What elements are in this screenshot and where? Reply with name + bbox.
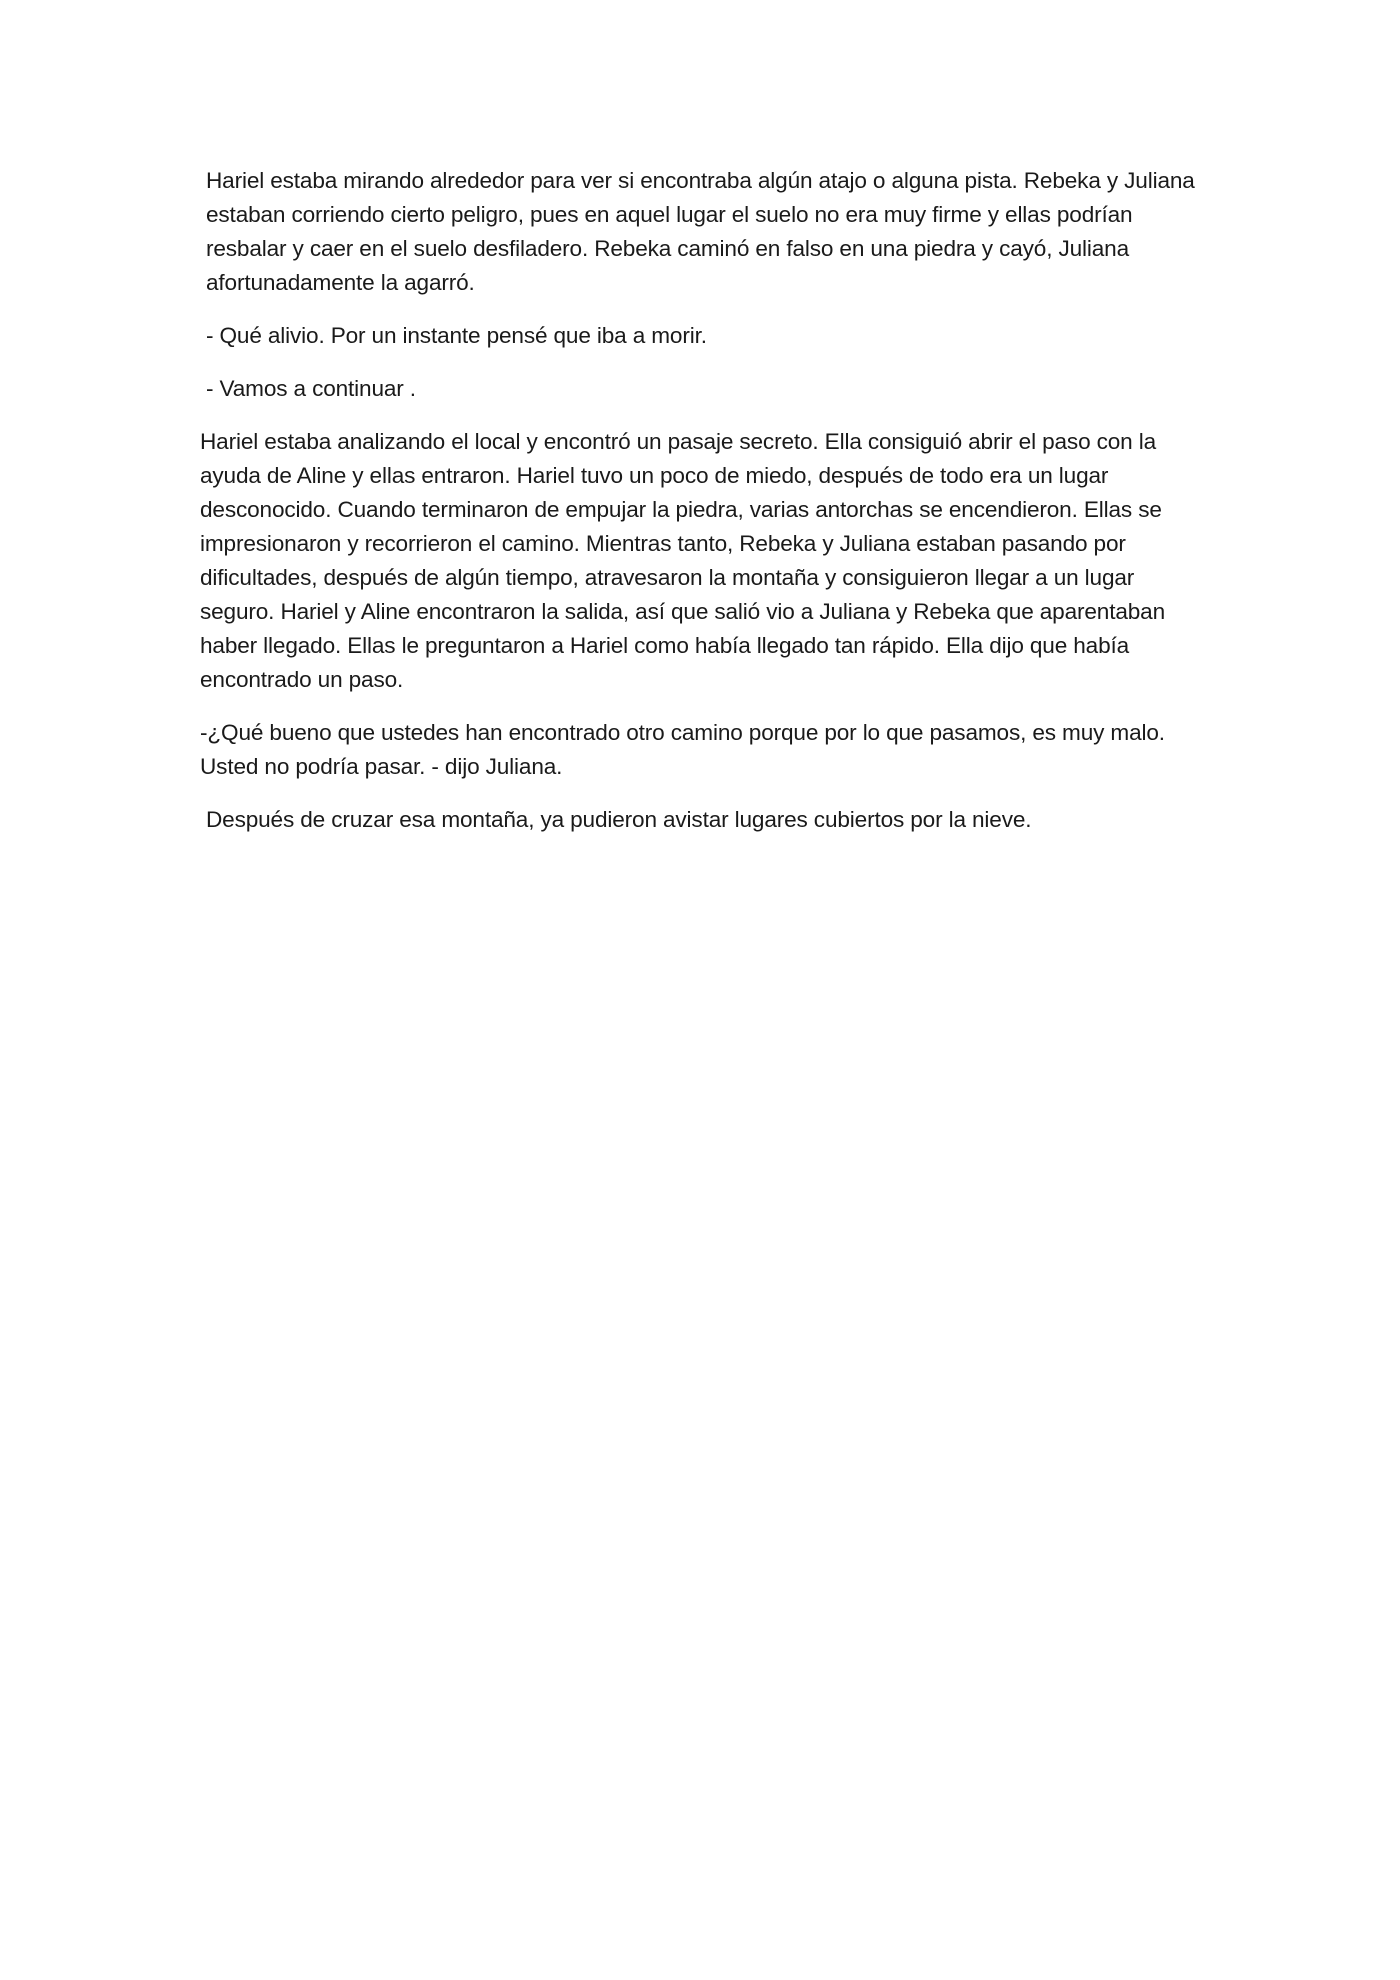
paragraph-1: Hariel estaba mirando alrededor para ver si encontraba algún atajo o alguna pista. Rebeka y Juliana estaban corriendo cierto peligro, pues en aquel lugar el suelo no era muy firme y ellas podrían resbalar y caer en el suelo desfiladero. Rebeka caminó en falso en una piedra y cayó, Juliana afortunadamente la agarró. xyxy=(206,168,1201,295)
dialogue-line-1: - Qué alivio. Por un instante pensé que iba a morir. xyxy=(206,323,707,348)
paragraph-2: Hariel estaba analizando el local y encontró un pasaje secreto. Ella consiguió abrir el paso con la ayuda de Aline y ellas entraron. Hariel tuvo un poco de miedo, después de todo era un lugar desconocido. Cuando terminaron de empujar la piedra, varias antorchas se encendieron. Ellas se impresionaron y recorrieron el camino. Mientras tanto, Rebeka y Juliana estaban pasando por dificultades, después de algún tiempo, atravesaron la montaña y consiguieron llegar a un lugar seguro. Hariel y Aline encontraron la salida, así que salió vio a Juliana y Rebeka que aparentaban haber llegado. Ellas le preguntaron a Hariel como había llegado tan rápido. Ella dijo que había encontrado un paso. xyxy=(200,429,1172,692)
paragraph-3: Después de cruzar esa montaña, ya pudieron avistar lugares cubiertos por la nieve. xyxy=(206,807,1032,832)
document-body xyxy=(200,164,1202,856)
dialogue-line-3: -¿Qué bueno que ustedes han encontrado otro camino porque por lo que pasamos, es muy malo. Usted no podría pasar. - dijo Juliana. xyxy=(200,720,1172,779)
dialogue-line-2: - Vamos a continuar . xyxy=(206,376,416,401)
